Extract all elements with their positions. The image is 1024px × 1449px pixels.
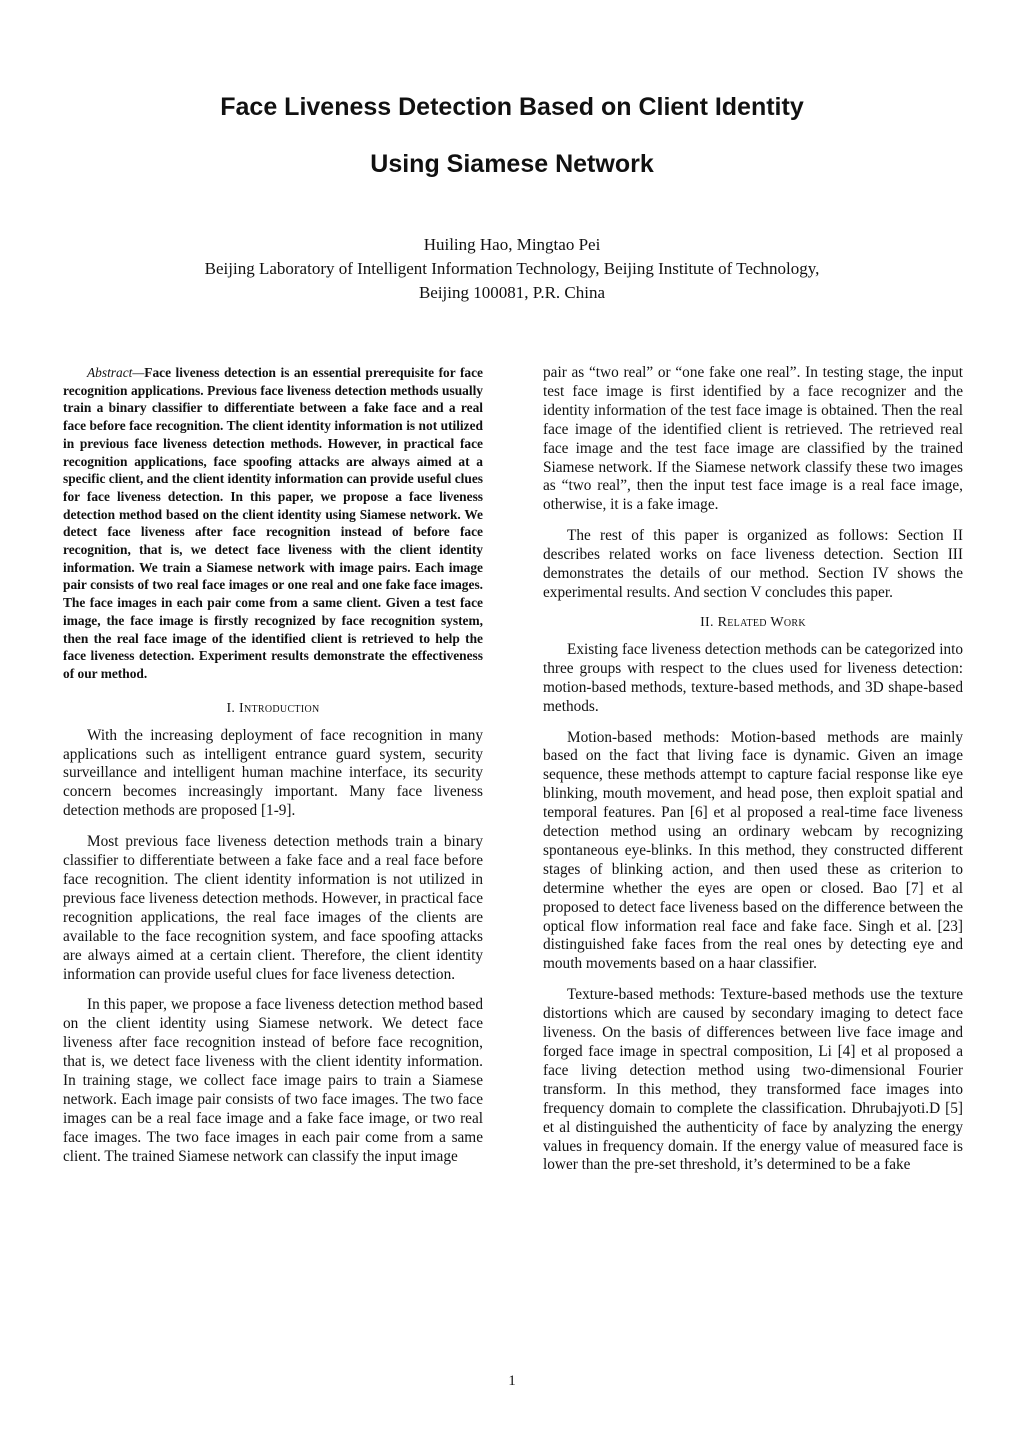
section-heading-introduction: I. Introduction	[226, 700, 320, 716]
intro-paragraph-4: The rest of this paper is organized as follows: Section II describes related works on face liveness detection. Section III demonstrates the details of our method. Section IV shows the experimental results. And section V concludes this paper.	[543, 527, 963, 601]
intro-paragraph-1: With the increasing deployment of face recognition in many applications such as intelligent entrance guard system, security surveillance and intelligent human machine interface, its security concern becomes increasingly important. Many face liveness detection methods are proposed [1-9].	[63, 726, 483, 820]
section-heading-related-work: II. Related Work	[700, 614, 806, 630]
affiliation-line2: Beijing 100081, P.R. China	[418, 283, 606, 302]
abstract-text: Face liveness detection is an essential prerequisite for face recognition applications. Previous face liveness detection methods usually train a binary classifier to differentiate between a fake face and a real face before face recognition. The client identity information is not utilized in previous face liveness detection methods. However, in practical face recognition applications, face spoofing attacks are always aimed at a specific client, and the client identity information can provide useful clues for face liveness detection. In this paper, we propose a face liveness detection method based on the client identity using Siamese network. We detect face liveness after face recognition instead of before face recognition, that is, we detect face liveness with the client identity information. We train a Siamese network with image pairs. Each image pair consists of two real face images or one real and one fake face images. The face images in each pair come from a same client. Given a test face image, the face image is firstly recognized by face recognition system, then the real face image of the identified client is retrieved to help the face liveness detection. Experiment results demonstrate the effectiveness of our method.	[63, 365, 483, 681]
paper-title-line2: Using Siamese Network	[370, 150, 654, 178]
left-column	[63, 364, 483, 1179]
affiliation-line1: Beijing Laboratory of Intelligent Information Technology, Beijing Institute of Technology,	[204, 259, 820, 278]
related-paragraph-3: Texture-based methods: Texture-based methods use the texture distortions which are caused by secondary imaging to detect face liveness. On the basis of differences between live face image and forged face image in spectral composition, Li [4] et al proposed a face living detection method using two-dimensional Fourier transform. In this method, they transformed face images into frequency domain to complete the classification. Dhrubajyoti.D [5] et al distinguished the authenticity of face by analyzing the energy values in frequency domain. If the energy value of measured face is lower than the pre-set threshold, it’s determined to be a fake	[543, 986, 963, 1174]
related-paragraph-1: Existing face liveness detection methods can be categorized into three groups with respect to the clues used for liveness detection: motion-based methods, texture-based methods, and 3D shape-based methods.	[543, 640, 963, 715]
intro-paragraph-3: In this paper, we propose a face liveness detection method based on the client identity using Siamese network. We detect face liveness after face recognition instead of before face recognition, that is, we detect face liveness with the client identity information. In training stage, we collect face image pairs to train a Siamese network. Each image pair consists of two face images. The two face images can be a real face image and a fake face image, or two real face images. The two face images in each pair come from a same client. The trained Siamese network can classify the input image	[63, 996, 483, 1165]
authors: Huiling Hao, Mingtao Pei	[423, 235, 601, 254]
abstract	[63, 364, 483, 683]
related-paragraph-2: Motion-based methods: Motion-based methods are mainly based on the fact that living face is dynamic. Given an image sequence, these methods attempt to capture facial response like eye blinking, mouth movement, and head pose, then exploit spatial and temporal features. Pan [6] et al proposed a real-time face liveness detection method using an ordinary webcam by recognizing spontaneous eye-blinks. In this method, they constructed different stages of blinking action, and then used these as criterion to determine whether the eyes are open or closed. Bao [7] et al proposed to detect face liveness based on the difference between the optical flow information real face and fake face. Singh et al. [23] distinguished fake faces from the real ones by detecting eye and mouth movements based on a haar classifier.	[543, 728, 963, 973]
page-number: 1	[508, 1373, 516, 1389]
abstract-label: Abstract—	[87, 365, 145, 380]
intro-paragraph-2: Most previous face liveness detection methods train a binary classifier to differentiate between a fake face and a real face before face recognition. The client identity information is not utilized in previous face liveness detection methods. However, in practical face recognition applications, the real face images of the clients are available to the face recognition system, and face spoofing attacks are always aimed at a certain client. Therefore, the client identity information can provide useful clues for face liveness detection.	[63, 833, 483, 983]
author-block	[0, 233, 1024, 305]
right-column	[543, 364, 963, 1187]
intro-paragraph-3-continued: pair as “two real” or “one fake one real”. In testing stage, the input test face image is first identified by a face recognizer and the identity information of the test face image is obtained. Then the real face image of the identified client is retrieved. The retrieved real face image and the test face image are classified by the trained Siamese network. If the Siamese network classify these two images as “two real”, then the input test face image is a real face image, otherwise, it is a fake image.	[543, 364, 963, 514]
paper-title-line1: Face Liveness Detection Based on Client Identity	[220, 93, 804, 121]
